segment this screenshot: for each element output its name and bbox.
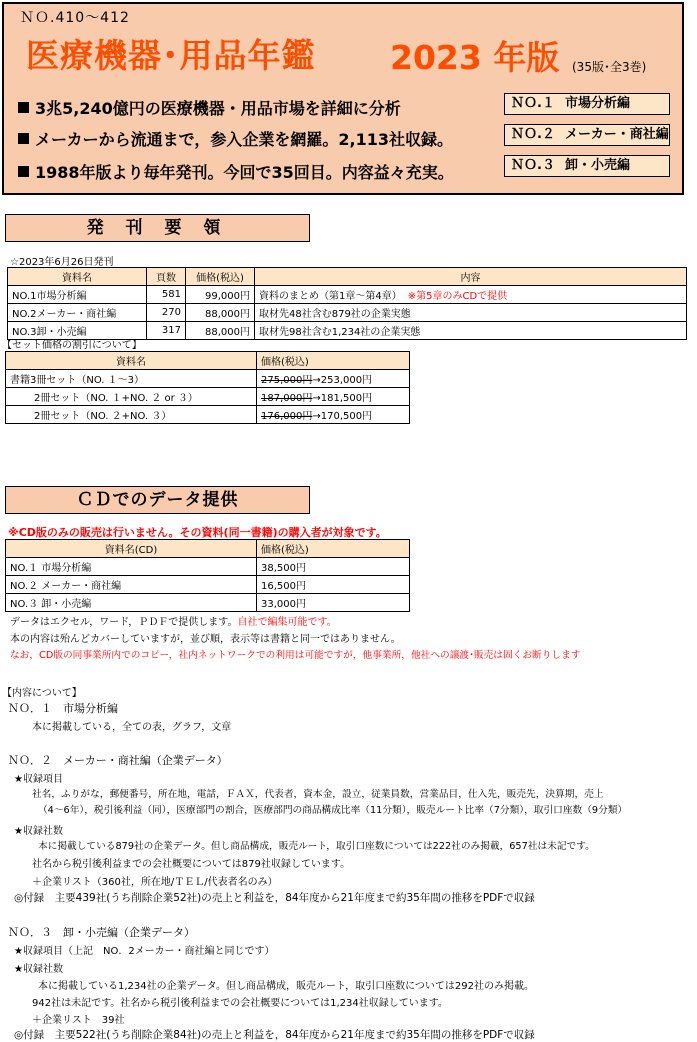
table-header-row: 資料名(CD) 価格(税込) <box>6 540 410 558</box>
set-price-title: 【セット価格の割引について】 <box>2 340 142 351</box>
cd-note-coverage: 本の内容は殆んどカバーしていますが，並び順，表示等は書籍と同一ではありません。 <box>10 634 401 645</box>
vol2-heading: ＮＯ．２ メーカー・商社編（企業データ） <box>8 754 228 767</box>
table-row: NO.１ 市場分析編 38,500円 <box>6 558 410 576</box>
vol2-items-label: ★収録項目 <box>14 774 63 785</box>
vol2-count-label: ★収録社数 <box>14 826 63 837</box>
vol2-count-1: 本に掲載している879社の企業データ。但し商品構成，販売ルート，取引口座数については222社のみ掲載，657社は未記です。 <box>38 841 595 852</box>
cd-heading: ＣＤでのデータ提供 <box>5 486 310 514</box>
cd-notice: ※CD版のみの販売は行いません。その資料(同一書籍)の購入者が対象です。 <box>8 526 387 539</box>
table-row: 2冊セット（NO. ２+NO. ３） 176,000円→170,500円 <box>6 406 410 424</box>
square-bullet-icon <box>18 102 29 113</box>
volume-box-3: ＮＯ.３ 卸・小売編 <box>504 155 670 177</box>
vol3-heading: ＮＯ．３ 卸・小売編（企業データ） <box>8 926 195 939</box>
vol3-items-label: ★収録項目（上記 NO．2メーカー・商社編と同じです） <box>14 946 275 957</box>
cd-note-format: データはエクセル，ワード，ＰＤＦで提供します。自社で編集可能です。 <box>10 617 337 628</box>
vol3-appendix: ◎付録 主要522社(うち削除企業84社)の売上と利益を，84年度から21年度まで約35年間の推移をPDFで収録 <box>14 1029 535 1041</box>
table-row: 2冊セット（NO. １+NO. ２ or ３） 187,000円→181,500円 <box>6 388 410 406</box>
publication-table <box>7 267 687 340</box>
book-title: 医療機器･用品年鑑 <box>26 36 316 75</box>
vol3-count-1: 本に掲載している1,234社の企業データ。但し商品構成，販売ルート，取引口座数については292社のみ掲載。 <box>38 981 535 992</box>
feature-bullet: 1988年版より毎年発刊。今回で35回目。内容益々充実。 <box>18 160 454 183</box>
table-row: NO.３ 卸・小売編 33,000円 <box>6 594 410 612</box>
product-code: ＮＯ.410～412 <box>20 10 130 26</box>
vol2-list: ＋企業リスト（360社，所在地/ＴＥＬ/代表者名のみ） <box>32 877 278 888</box>
feature-bullet: 3兆5,240億円の医療機器・用品市場を詳細に分析 <box>18 96 401 119</box>
vol3-list: ＋企業リスト 39社 <box>32 1015 125 1026</box>
vol3-count-label: ★収録社数 <box>14 964 63 975</box>
volume-box-2: ＮＯ.２ メーカー・商社編 <box>504 124 670 146</box>
table-row: NO.2メーカー・商社編 270 88,000円 取材先48社含む879社の企業実態 <box>8 304 687 322</box>
vol1-text: 本に掲載している，全ての表，グラフ，文章 <box>32 722 232 733</box>
table-row: 書籍3冊セット（NO. １～3） 275,000円→253,000円 <box>6 370 410 388</box>
contents-title: 【内容について】 <box>2 688 82 699</box>
vol3-count-2: 942社は未記です。社名から税引後利益までの会社概要については1,234社収録しています。 <box>32 998 448 1009</box>
vol2-count-2: 社名から税引後利益までの会社概要については879社収録しています。 <box>32 859 351 870</box>
table-row: NO.２ メーカー・商社編 16,500円 <box>6 576 410 594</box>
table-row: NO.3卸・小売編 317 88,000円 取材先98社含む1,234社の企業実態 <box>8 322 687 340</box>
vol2-items-2: （4～6年），税引後利益（同），医療部門の割合，医療部門の商品構成比率（11分類），販売ルート比率（7分類），取引口座数（9分類） <box>38 805 628 816</box>
table-row: NO.1市場分析編 581 99,000円 資料のまとめ（第1章～第4章） ※第5章のみCDで提供 <box>8 286 687 304</box>
volume-box-1: ＮＯ.１ 市場分析編 <box>504 93 670 115</box>
cd-note-usage: なお，CD版の同事業所内でのコピー，社内ネットワークでの利用は可能ですが，他事業所，他社への譲渡･販売は固くお断りします <box>10 650 581 661</box>
table-header-row: 資料名 頁数 価格(税込) 内容 <box>8 268 687 286</box>
set-price-table <box>5 351 410 424</box>
feature-bullet: メーカーから流通まで，参入企業を網羅。2,113社収録。 <box>18 127 453 150</box>
book-year: 2023 年版 <box>390 38 560 77</box>
square-bullet-icon <box>18 166 29 177</box>
vol2-appendix: ◎付録 主要439社(うち削除企業52社)の売上と利益を，84年度から21年度まで約35年間の推移をPDFで収録 <box>14 892 535 904</box>
publication-date: ☆2023年6月26日発刊 <box>10 257 114 268</box>
publication-heading: 発 刊 要 領 <box>5 214 310 242</box>
vol1-heading: ＮＯ．１ 市場分析編 <box>8 702 118 715</box>
book-edition: (35版･全3巻) <box>572 60 647 74</box>
table-header-row: 資料名 価格(税込) <box>6 352 410 370</box>
cd-price-table <box>5 539 410 612</box>
vol2-items-1: 社名，ふりがな，郵便番号，所在地，電話，ＦＡＸ，代表者，資本金，設立，従業員数，営業品目，仕入先，販売先，決算期，売上 <box>32 789 604 800</box>
square-bullet-icon <box>18 133 29 144</box>
